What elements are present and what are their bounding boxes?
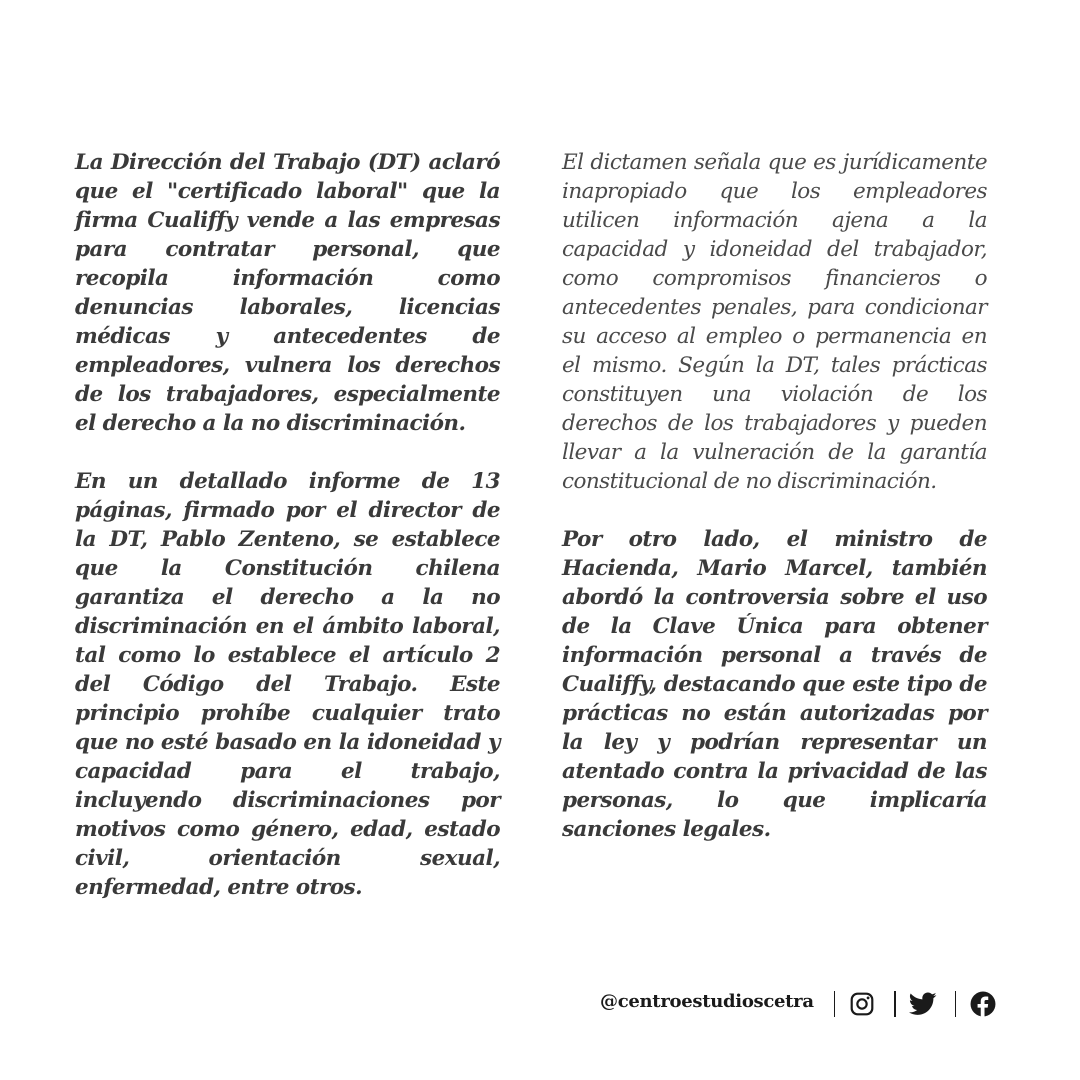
- paragraph-1: La Dirección del Trabajo (DT) aclaró que el "certificado laboral" que la firma Cualiffy vende a las empresas para contratar personal, que recopila información como denuncias laborales, licencias médicas y antecedentes de empleadores, vulnera los derechos de los trabajadores, especialmente el derecho a la no discriminación.: [75, 150, 500, 436]
- social-handle[interactable]: @centroestudioscetra: [600, 990, 814, 1012]
- paragraph-2: En un detallado informe de 13 páginas, firmado por el director de la DT, Pablo Zenteno, se establece que la Constitución chilena garantiza el derecho a la no discriminación en el ámbito laboral, tal como lo establece el artículo 2 del Código del Trabajo. Este principio prohíbe cualquier trato que no esté basado en la idoneidad y capacidad para el trabajo, incluyendo discriminaciones por motivos como género, edad, estado civil, orientación sexual, enfermedad, entre otros.: [75, 469, 500, 900]
- facebook-icon[interactable]: [969, 990, 997, 1018]
- divider: [955, 991, 957, 1017]
- divider: [834, 991, 836, 1017]
- paragraph-4: Por otro lado, el ministro de Hacienda, Mario Marcel, también abordó la controversia sobre el uso de la Clave Única para obtener información personal a través de Cualiffy, destacando que este tipo de prácticas no están autorizadas por la ley y podrían representar un atentado contra la privacidad de las personas, lo que implicaría sanciones legales.: [562, 527, 987, 842]
- twitter-icon[interactable]: [909, 990, 937, 1018]
- social-footer: [600, 984, 1040, 1024]
- divider: [894, 991, 896, 1017]
- instagram-icon[interactable]: [848, 990, 876, 1018]
- right-column: [562, 148, 987, 873]
- paragraph-3: El dictamen señala que es jurídicamente inapropiado que los empleadores utilicen información ajena a la capacidad y idoneidad del trabajador, como compromisos financieros o antecedentes penales, para condicionar su acceso al empleo o permanencia en el mismo. Según la DT, tales prácticas constituyen una violación de los derechos de los trabajadores y pueden llevar a la vulneración de la garantía constitucional de no discriminación.: [562, 150, 987, 494]
- left-column: [75, 148, 500, 931]
